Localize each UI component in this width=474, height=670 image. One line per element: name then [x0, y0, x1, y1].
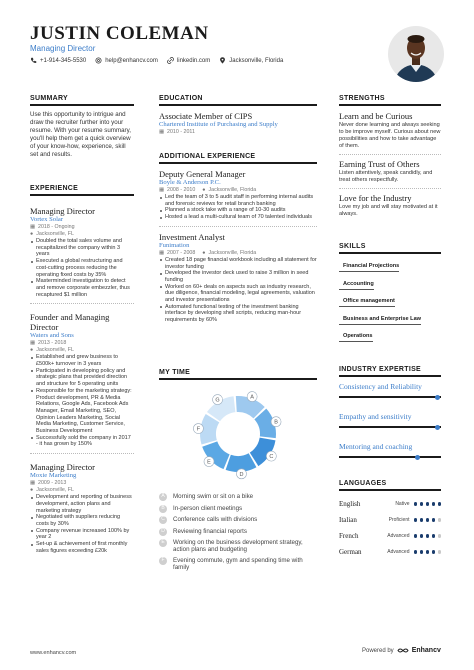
enhancv-logo-icon: [397, 647, 409, 654]
job-location: Jacksonville, FL: [36, 231, 74, 237]
job-bullets: [30, 494, 134, 554]
location-text: Jacksonville, Florida: [229, 57, 284, 64]
skills-section: [339, 243, 441, 342]
bullet: Developed the investor deck used to raise 3 million in seed funding: [159, 270, 317, 283]
strength-text: Listen attentively, speak candidly, and treat others respectfully.: [339, 170, 433, 183]
contact-bar: [30, 57, 283, 64]
legend-badge: F: [159, 557, 167, 565]
skill-tag: Business and Enterprise Law: [339, 316, 421, 325]
language-dot: [438, 518, 442, 522]
legend-item: [159, 557, 317, 571]
language-dot: [414, 502, 418, 506]
calendar-icon: ▦: [159, 129, 165, 135]
summary-heading: SUMMARY: [30, 95, 134, 106]
language-name: French: [339, 532, 359, 540]
experience-heading: EXPERIENCE: [30, 185, 134, 196]
job-meta: [30, 480, 134, 486]
education-dates-row: [159, 129, 317, 135]
expertise-item: [339, 382, 441, 398]
legend-badge: C: [159, 516, 167, 524]
legend-item: [159, 528, 317, 536]
experience-entry: [30, 312, 134, 448]
company-name: Boyle & Anderson P.C.: [159, 179, 221, 186]
job-location-row: [30, 487, 134, 493]
job-meta: [30, 224, 134, 230]
language-dot: [414, 534, 418, 538]
skill-tag: Financial Projections: [339, 263, 399, 272]
language-dot: [414, 550, 418, 554]
legend-text: In-person client meetings: [173, 504, 243, 512]
skills-list: [339, 263, 441, 342]
bullet: Hosted a lead a multi-cultural team of 70 talented individuals: [159, 214, 317, 221]
calendar-icon: ▦: [159, 187, 165, 193]
bullet: Responsible for the marketing strategy: Product development, PR & Media Relations, Google Ads, Facebook Ads Manager, Email Marketing, SEO, Opinion Leaders Marketing, Social Media Marketing, Customer Service, Business Development: [30, 388, 134, 435]
donut-label: E: [207, 459, 211, 466]
education-dates: 2010 - 2011: [167, 129, 195, 135]
divider: [159, 226, 317, 227]
additional-experience-section: [159, 153, 317, 324]
languages-list: [339, 496, 441, 560]
donut-label: C: [269, 454, 274, 461]
language-dot: [432, 518, 436, 522]
location-pin-icon: ●: [202, 187, 206, 193]
job-location: Jacksonville, Florida: [208, 187, 257, 193]
experience-entry: [159, 232, 317, 324]
company-name: Funimation: [159, 241, 190, 249]
language-dot: [432, 502, 436, 506]
language-item: [339, 528, 441, 544]
language-item: [339, 544, 441, 560]
bullet: Planned a stock take with a range of 10-30 audits: [159, 207, 317, 214]
language-dots: [414, 550, 442, 554]
job-location: Jacksonville, Florida: [208, 249, 257, 256]
job-title: Deputy General Manager: [159, 169, 246, 179]
language-dots: [414, 518, 442, 522]
footer-website[interactable]: www.enhancv.com: [30, 650, 77, 656]
strengths-section: [339, 95, 441, 218]
expertise-bar: [339, 426, 441, 428]
phone-text: +1-914-345-5530: [40, 57, 87, 64]
legend-text: Reviewing financial reports: [173, 527, 247, 535]
job-dates: 2018 - Ongoing: [38, 224, 75, 230]
brand-text: Enhancv: [411, 647, 441, 654]
legend-item: [159, 493, 317, 501]
legend-text: Evening commute, gym and spending time with family: [173, 556, 303, 572]
bullet: Successfully sold the company in 2017 - it has grown by 150%: [30, 435, 134, 448]
language-dot: [438, 550, 442, 554]
language-dot: [420, 534, 424, 538]
language-dot: [426, 518, 430, 522]
legend-badge: B: [159, 505, 167, 513]
job-location-row: [30, 231, 134, 237]
job-meta: [159, 187, 317, 193]
donut-label: G: [215, 397, 220, 404]
expertise-item: [339, 412, 441, 428]
expertise-knob: [435, 395, 440, 400]
language-dot: [420, 502, 424, 506]
expertise-item: [339, 442, 441, 458]
footer-brand[interactable]: [362, 647, 441, 654]
mytime-donut-chart: [182, 384, 294, 480]
industry-section: [339, 366, 441, 458]
strength-item: [339, 193, 441, 218]
strength-text: Love my job and will stay motivated at it always.: [339, 204, 438, 217]
strength-title: Learn and be Curious: [339, 111, 413, 121]
bullet: Worked on 60+ deals on aspects such as industry research, due diligence, financial modeling, legal agreements, valuation and investor presentations: [159, 284, 317, 304]
email-text: help@enhancv.com: [105, 57, 158, 64]
job-title: Managing Director: [30, 462, 95, 473]
language-level: Proficient: [388, 517, 410, 523]
legend-badge: A: [159, 493, 167, 501]
language-level: Native: [395, 501, 410, 507]
location-pin-icon: ●: [30, 487, 34, 494]
bullet: Created 18 page financial workbook including all statement for investor funding: [159, 257, 317, 270]
language-item: [339, 512, 441, 528]
language-dot: [420, 550, 424, 554]
language-dot: [426, 534, 430, 538]
expertise-bar: [339, 456, 441, 458]
bullet: Participated in developing policy and strategic plans that provided direction and structure for 5 operating units: [30, 368, 134, 388]
experience-section: [30, 185, 134, 555]
donut-label: B: [274, 419, 278, 426]
expertise-knob: [415, 455, 420, 460]
bullet: Executed a global restructuring and cost-cutting process reducing the operating fixed costs by 35%: [30, 258, 134, 278]
divider: [30, 303, 134, 304]
legend-text: Working on the business development strategy, action plans and budgeting: [173, 539, 303, 554]
divider: [339, 188, 441, 189]
legend-badge: D: [159, 528, 167, 536]
bullet: Doubled the total sales volume and recapitalized the company within 3 years: [30, 238, 134, 258]
job-bullets: [159, 257, 317, 324]
strength-text: Never done learning and always seeking to be improve myself. Curious about new possibilities and how to take advantage of them.: [339, 122, 441, 149]
job-bullets: [30, 354, 134, 448]
expertise-label: Mentoring and coaching: [339, 442, 413, 451]
education-heading: EDUCATION: [159, 95, 317, 106]
education-section: [159, 95, 317, 135]
legend-item: [159, 516, 317, 524]
bullet: Negotiated with suppliers reducing costs by 30%: [30, 514, 134, 527]
strength-item: [339, 159, 441, 184]
experience-entry: [30, 206, 134, 298]
job-title: Investment Analyst: [159, 231, 225, 242]
phone-contact[interactable]: [30, 57, 86, 64]
candidate-role: Managing Director: [30, 44, 96, 53]
linkedin-contact[interactable]: [167, 57, 210, 64]
company-name: Moxie Marketing: [30, 472, 77, 480]
languages-section: [339, 480, 441, 560]
job-dates: 2013 - 2018: [38, 340, 67, 347]
skills-heading: SKILLS: [339, 243, 441, 254]
legend-text: Conference calls with divisions: [173, 516, 258, 523]
additional-heading: ADDITIONAL EXPERIENCE: [159, 153, 317, 164]
email-contact[interactable]: [95, 57, 158, 64]
language-dot: [426, 502, 430, 506]
expertise-bar: [339, 396, 441, 398]
phone-icon: [30, 57, 37, 64]
expertise-label: Empathy and sensitivity: [339, 412, 412, 421]
bullet: Set-up & achievement of first monthly sales figures exceeding £20k: [30, 541, 134, 554]
job-location: Jacksonville, FL: [36, 487, 74, 494]
summary-section: [30, 95, 134, 159]
language-dot: [432, 550, 436, 554]
bullet: Masterminded investigation to detect and remove corporate embezzler, thus recaptured $1 million: [30, 278, 134, 298]
school-name: Chartered Institute of Purchasing and Supply: [159, 121, 278, 128]
bullet: Company revenue increased 100% by year 2: [30, 528, 134, 541]
divider: [339, 154, 441, 155]
profile-photo: [388, 26, 444, 82]
strengths-heading: STRENGTHS: [339, 95, 441, 106]
language-dot: [414, 518, 418, 522]
skill-tag: Operations: [339, 333, 373, 342]
languages-heading: LANGUAGES: [339, 480, 441, 491]
linkedin-text: linkedin.com: [176, 57, 211, 64]
legend-item: [159, 539, 317, 553]
language-dot: [438, 534, 442, 538]
language-name: English: [339, 500, 361, 508]
skill-tag: Office management: [339, 298, 395, 307]
bullet: Established and grew business to £500k+ turnover in 3 years: [30, 354, 134, 367]
at-icon: [95, 57, 102, 64]
bullet: Led the team of 3 to 5 audit staff in performing internal audits and forensic reviews for retail branch banking: [159, 194, 317, 207]
experience-entry: [30, 462, 134, 554]
language-name: German: [339, 548, 362, 556]
job-meta: [159, 250, 317, 256]
company-name: Waters and Sons: [30, 332, 74, 340]
legend-text: Morning swim or sit on a bike: [173, 493, 254, 500]
legend-badge: E: [159, 539, 167, 547]
job-dates: 2008 - 2010: [167, 187, 196, 193]
location-contact: [219, 57, 283, 64]
location-pin-icon: ●: [30, 231, 34, 237]
link-icon: [167, 57, 174, 64]
mytime-section: [159, 369, 317, 380]
donut-label: F: [196, 426, 201, 433]
language-dot: [420, 518, 424, 522]
strength-item: [339, 111, 441, 150]
language-dots: [414, 534, 442, 538]
calendar-icon: ▦: [30, 480, 36, 487]
language-level: Advanced: [387, 549, 410, 555]
job-dates: 2009 - 2013: [38, 480, 67, 487]
expertise-label: Consistency and Reliability: [339, 382, 422, 391]
strength-title: Love for the Industry: [339, 193, 412, 203]
location-pin-icon: ●: [30, 347, 34, 354]
calendar-icon: ▦: [159, 249, 165, 256]
job-dates: 2007 - 2008: [167, 249, 196, 256]
company-name: Vortex Solar: [30, 216, 64, 223]
divider: [30, 453, 134, 454]
legend-item: [159, 505, 317, 513]
donut-label: A: [250, 394, 254, 401]
candidate-name: JUSTIN COLEMAN: [30, 23, 209, 44]
powered-by-text: Powered by: [362, 647, 394, 654]
donut-label: D: [239, 471, 244, 478]
expertise-knob: [435, 425, 440, 430]
bullet: Automated functional testing of the investment banking interface by developing shell scripts, reducing man-hour requirements by 60%: [159, 304, 317, 324]
job-title: Founder and Managing Director: [30, 312, 110, 333]
mytime-legend: [159, 493, 317, 571]
location-pin-icon: ●: [202, 249, 206, 256]
job-title: Managing Director: [30, 206, 95, 216]
degree-title: Associate Member of CIPS: [159, 111, 253, 121]
language-dot: [432, 534, 436, 538]
job-bullets: [30, 238, 134, 298]
language-dots: [414, 502, 442, 506]
job-bullets: [159, 194, 317, 221]
calendar-icon: ▦: [30, 224, 36, 230]
job-location: Jacksonville, FL: [36, 347, 74, 354]
calendar-icon: ▦: [30, 340, 36, 347]
experience-entry: [159, 169, 317, 221]
job-location-row: [30, 347, 134, 353]
summary-text: Use this opportunity to intrigue and draw the recruiter further into your resume. With your resume summary, you'll help them get a quick overview of your know-how, experience, skill set and results.: [30, 111, 131, 158]
strength-title: Earning Trust of Others: [339, 159, 420, 169]
mytime-heading: MY TIME: [159, 369, 317, 380]
language-dot: [426, 550, 430, 554]
language-name: Italian: [339, 516, 357, 524]
language-dot: [438, 502, 442, 506]
bullet: Development and reporting of business development, action plans and marketing strategy: [30, 494, 134, 514]
job-meta: [30, 340, 134, 346]
language-level: Advanced: [387, 533, 410, 539]
skill-tag: Accounting: [339, 281, 374, 290]
language-item: [339, 496, 441, 512]
location-pin-icon: [219, 57, 226, 64]
industry-heading: INDUSTRY EXPERTISE: [339, 366, 441, 377]
